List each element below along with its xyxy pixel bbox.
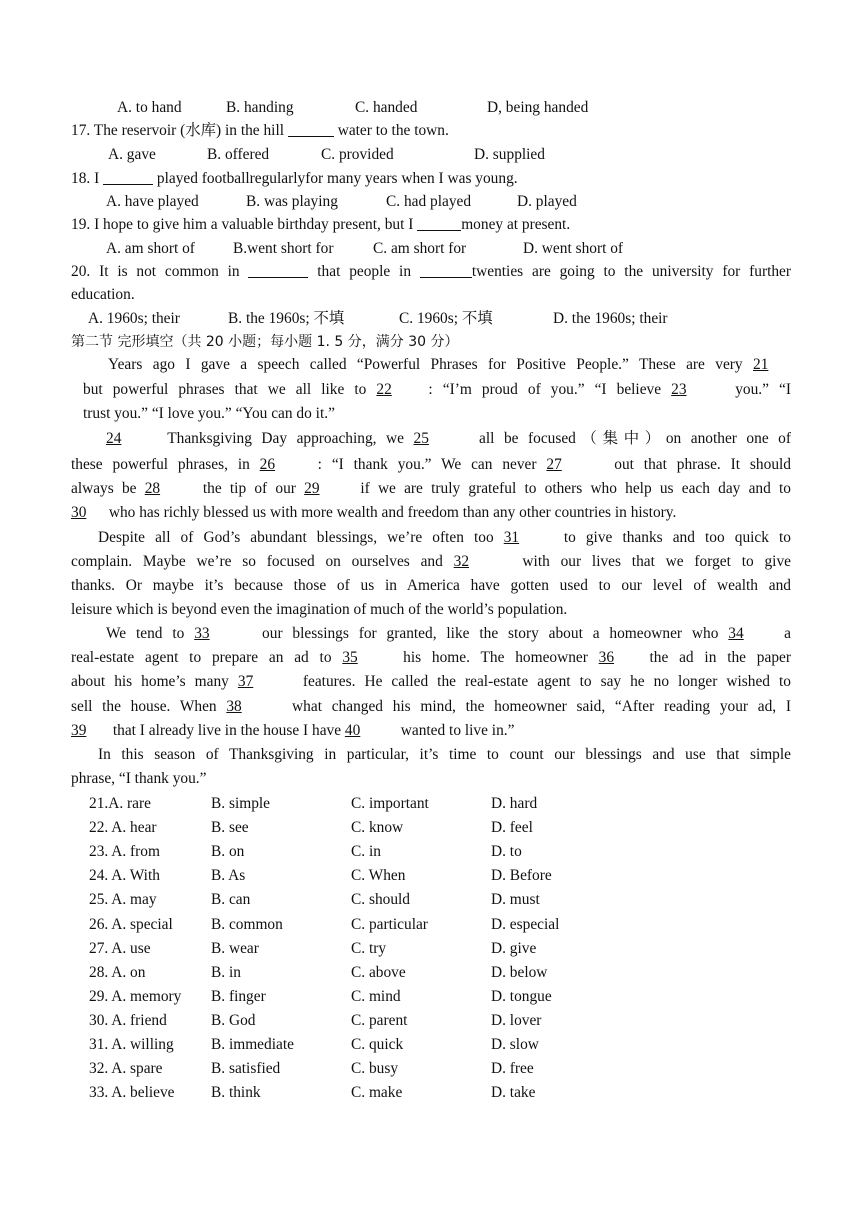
choice-option: D. take	[491, 1084, 536, 1102]
passage-line	[106, 624, 791, 644]
choice-option: C. try	[351, 939, 387, 957]
passage-text: that I already live in the house I have	[109, 722, 345, 739]
blank-37: 37	[237, 673, 254, 690]
choice-option: C. particular	[351, 915, 428, 933]
passage-text: to give thanks and too quick to	[553, 529, 791, 546]
q18-option-a: A. have played	[106, 193, 199, 210]
choice-option: D. to	[491, 843, 522, 861]
choice-option: D. slow	[491, 1036, 539, 1053]
choice-option: 22. A. hear	[89, 819, 157, 837]
choice-option: C. important	[351, 795, 429, 812]
choice-option: B. immediate	[211, 1036, 294, 1053]
choice-option: B. God	[211, 1011, 256, 1029]
q20-blank-1	[248, 262, 308, 278]
blank-32: 32	[453, 553, 470, 570]
q16-option-d: D, being handed	[487, 99, 589, 116]
passage-text: the tip of our	[194, 480, 305, 497]
q19-option-d: D. went short of	[523, 240, 624, 257]
choice-option: 33. A. believe	[89, 1084, 175, 1102]
passage-text: : “I’m proud of you.” “I believe	[428, 381, 672, 398]
blank-28: 28	[144, 480, 161, 497]
q16-option-a: A. to hand	[117, 99, 182, 116]
blank-36: 36	[598, 649, 615, 666]
choice-option: 26. A. special	[89, 915, 173, 933]
q16-option-b: B. handing	[226, 99, 294, 116]
passage-text: Despite all of God’s abundant blessings, we’re often too	[98, 529, 504, 546]
choice-option: D. lover	[491, 1011, 542, 1029]
blank-22: 22	[376, 381, 392, 398]
choice-option: B. think	[211, 1084, 261, 1102]
q20-question-cont: education.	[71, 286, 135, 303]
passage-text: the ad in the paper	[638, 649, 791, 666]
q17-question	[71, 121, 449, 141]
passage-line	[71, 552, 791, 572]
choice-option: 31. A. willing	[89, 1036, 174, 1053]
blank-21: 21	[753, 356, 769, 373]
passage-line	[106, 429, 791, 449]
choice-option: D. feel	[491, 819, 533, 837]
q20-option-b: B. the 1960s; 不填	[228, 310, 345, 327]
choice-option: B. wear	[211, 939, 259, 957]
choice-option: B. common	[211, 915, 283, 933]
blank-38: 38	[226, 698, 242, 715]
passage-text: with our lives that we forget to give	[511, 553, 791, 570]
passage-text: always be	[71, 480, 145, 497]
passage-text: all be focused（集中）on another one of	[469, 430, 791, 447]
choice-option: B. finger	[211, 987, 266, 1005]
choice-option: D. give	[491, 939, 537, 957]
blank-39: 39	[71, 722, 87, 739]
choice-option: C. quick	[351, 1036, 404, 1053]
passage-text: you.” “I	[725, 381, 792, 398]
q20-option-a: A. 1960s; their	[88, 310, 180, 327]
passage-line	[71, 648, 791, 668]
choice-option: C. busy	[351, 1060, 399, 1078]
q17-text-b: water to the town.	[333, 122, 449, 139]
passage-line	[71, 600, 791, 620]
choice-option: 32. A. spare	[89, 1060, 163, 1078]
q19-text-b: money at present.	[461, 216, 571, 233]
blank-23: 23	[671, 381, 687, 398]
q20-text-a: 20. It is not common in	[71, 263, 249, 280]
choice-option: D. tongue	[491, 987, 552, 1005]
choice-option: 29. A. memory	[89, 987, 182, 1005]
q20-blank-2	[420, 262, 472, 278]
passage-line	[83, 380, 791, 400]
passage-text: who has richly blessed us with more wealth and freedom than any other countries in history.	[105, 504, 677, 521]
blank-26: 26	[259, 456, 276, 473]
q17-option-b: B. offered	[207, 146, 270, 163]
q17-text-a: 17. The reservoir (水库) in the hill	[71, 122, 288, 139]
q18-question	[71, 169, 518, 189]
q18-text-b: played footballregularlyfor many years when I was young.	[153, 170, 518, 187]
blank-33: 33	[194, 625, 210, 642]
choice-option: D. must	[491, 891, 540, 909]
q18-option-c: C. had played	[386, 193, 472, 210]
choice-option: C. make	[351, 1084, 403, 1102]
passage-line	[83, 404, 791, 424]
blank-24: 24	[106, 430, 122, 447]
passage-line	[98, 528, 791, 548]
passage-text: In this season of Thanksgiving in particular, it’s time to count our blessings and use that simple	[98, 746, 791, 763]
blank-35: 35	[342, 649, 358, 666]
passage-text: a	[774, 625, 791, 642]
blank-25: 25	[413, 430, 429, 447]
passage-line	[71, 455, 791, 475]
q18-option-b: B. was playing	[246, 193, 338, 210]
choice-option: B. can	[211, 891, 251, 909]
choice-option: 27. A. use	[89, 939, 151, 957]
q20-text-b: that people in	[308, 263, 420, 280]
q19-text-a: 19. I hope to give him a valuable birthday present, but I	[71, 216, 418, 233]
q19-option-c: C. am short for	[373, 240, 467, 257]
choice-option: C. mind	[351, 987, 401, 1005]
passage-text: sell the house. When	[71, 698, 227, 715]
passage-text: complain. Maybe we’re so focused on ourselves and	[71, 553, 454, 570]
blank-31: 31	[503, 529, 520, 546]
passage-line	[71, 769, 791, 789]
q17-option-d: D. supplied	[474, 146, 545, 163]
choice-option: C. above	[351, 963, 406, 981]
blank-30: 30	[71, 504, 87, 521]
q17-option-a: A. gave	[108, 146, 156, 163]
passage-text: his home. The homeowner	[392, 649, 599, 666]
passage-text: what changed his mind, the homeowner said, “After reading your ad, I	[282, 698, 791, 715]
blank-34: 34	[728, 625, 744, 642]
q19-option-b: B.went short for	[233, 240, 334, 257]
q19-blank	[417, 215, 461, 231]
passage-text: real-estate agent to prepare an ad to	[71, 649, 343, 666]
passage-text: if we are truly grateful to others who help us each day and to	[352, 480, 791, 497]
choice-option: C. When	[351, 867, 406, 885]
passage-line	[98, 745, 791, 765]
choice-option: D. below	[491, 963, 548, 981]
choice-option: D. Before	[491, 867, 552, 885]
choice-option: B. simple	[211, 795, 270, 812]
passage-text: leisure which is beyond even the imagination of much of the world’s population.	[71, 601, 568, 618]
passage-text: : “I thank you.” We can never	[317, 456, 547, 473]
passage-text: Thanksgiving Day approaching, we	[158, 430, 414, 447]
blank-27: 27	[546, 456, 562, 473]
choice-option: 25. A. may	[89, 891, 157, 909]
blank-40: 40	[344, 722, 361, 739]
q18-text-a: 18. I	[71, 170, 104, 187]
q19-question	[71, 215, 570, 235]
section2-title: 第二节 完形填空（共 20 小题；每小题 1. 5 分，满分 30 分）	[71, 334, 459, 350]
passage-text: trust you.” “I love you.” “You can do it.”	[83, 405, 335, 422]
passage-line	[71, 503, 791, 523]
passage-text: thanks. Or maybe it’s because those of us in America have gotten used to our level of wealth and	[71, 577, 791, 594]
choice-option: D. free	[491, 1060, 534, 1078]
passage-text: but powerful phrases that we all like to	[83, 381, 377, 398]
choice-option: 30. A. friend	[89, 1011, 167, 1029]
blank-29: 29	[304, 480, 320, 497]
choice-option: B. As	[211, 867, 246, 885]
passage-text: out that phrase. It should	[604, 456, 791, 473]
q18-blank	[103, 169, 153, 185]
passage-text: wanted to live in.”	[396, 722, 515, 739]
passage-text: phrase, “I thank you.”	[71, 770, 207, 787]
q20-question	[71, 262, 791, 282]
choice-option: B. in	[211, 963, 241, 981]
choice-option: B. see	[211, 819, 249, 837]
choice-option: B. satisfied	[211, 1060, 281, 1078]
passage-text: Years ago I gave a speech called “Powerful Phrases for Positive People.” These are very	[108, 356, 753, 373]
passage-line	[71, 721, 791, 741]
passage-text: these powerful phrases, in	[71, 456, 260, 473]
q18-option-d: D. played	[517, 193, 577, 210]
passage-text: features. He called the real-estate agent to say he no longer wished to	[293, 673, 791, 690]
choice-option: D. hard	[491, 795, 538, 812]
q20-option-d: D. the 1960s; their	[553, 310, 668, 327]
choice-option: 23. A. from	[89, 843, 160, 861]
q16-option-c: C. handed	[355, 99, 418, 116]
q19-option-a: A. am short of	[106, 240, 195, 257]
q20-option-c: C. 1960s; 不填	[399, 310, 493, 327]
choice-option: 28. A. on	[89, 963, 146, 981]
passage-line	[71, 576, 791, 596]
choice-option: C. should	[351, 891, 411, 909]
passage-line	[71, 479, 791, 499]
choice-option: C. in	[351, 843, 381, 861]
choice-option: 24. A. With	[89, 867, 160, 885]
q20-text-c: twenties are going to the university for further	[471, 263, 791, 280]
q17-option-c: C. provided	[321, 146, 394, 163]
passage-line	[71, 697, 791, 717]
choice-option: C. know	[351, 819, 404, 837]
choice-option: D. especial	[491, 915, 560, 933]
passage-text: We tend to	[106, 625, 195, 642]
passage-line	[108, 355, 791, 375]
q17-blank	[288, 121, 334, 137]
passage-line	[71, 672, 791, 692]
choice-option: C. parent	[351, 1011, 408, 1029]
choice-option: 21.A. rare	[89, 795, 151, 812]
passage-text: our blessings for granted, like the story about a homeowner who	[252, 625, 729, 642]
passage-text: about his home’s many	[71, 673, 238, 690]
choice-option: B. on	[211, 843, 245, 861]
